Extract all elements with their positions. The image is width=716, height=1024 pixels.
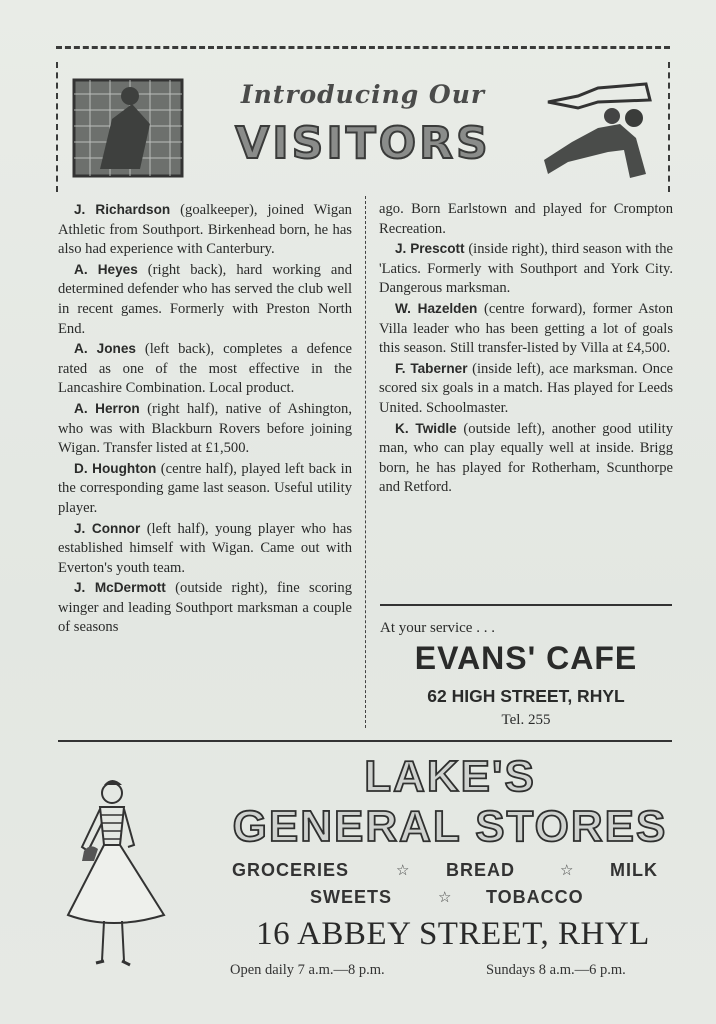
player-description: (centre half), played left back in the corresponding game last season. Useful utility player. [58, 460, 352, 516]
player-description: (centre forward), former Aston Villa leader who has been getting a lot of goals this season. Still transfer-listed by Villa at £4,500. [379, 300, 674, 357]
star-icon: ☆ [438, 888, 452, 906]
player-name: F. Taberner [395, 360, 468, 376]
header-dashed-border [56, 46, 670, 49]
store-ad-address: 16 ABBEY STREET, RHYL [256, 916, 650, 952]
player-entry-continuation: ago. Born Earlstown and played for Crompton Recreation. [379, 201, 673, 237]
player-description: (inside right), third season with the 'Latics. Formerly with Southport and York City. Dangerous marksman. [379, 241, 673, 297]
header-intro: Introducing Our [240, 80, 486, 109]
cafe-ad-name: EVANS' CAFE [414, 640, 638, 676]
player-description: (outside left), another good utility man, who can play equally well at inside. Brigg born, he has played for Rotherham, Scunthorpe and Retford. [379, 420, 674, 496]
player-entry [379, 239, 673, 299]
player-entry [58, 578, 352, 638]
player-entry [379, 419, 673, 498]
player-description: (outside right), fine scoring winger and leading Southport marksman a couple of seasons [58, 580, 352, 636]
cafe-ad-address: 62 HIGH STREET, RHYL [427, 686, 625, 706]
player-description: (inside left), ace marksman. Once scored six goals in a match. Has played for Leeds United. Schoolmaster. [379, 360, 673, 416]
player-name: J. Connor [74, 520, 141, 536]
woman-in-dress-illustration [60, 775, 170, 975]
players-left-column [58, 200, 352, 638]
player-name: J. McDermott [74, 580, 166, 596]
store-hours-daily: Open daily 7 a.m.—8 p.m. [230, 962, 385, 978]
goods-item: TOBACCO [486, 887, 584, 907]
player-name: A. Jones [74, 341, 136, 357]
player-entry [379, 299, 673, 359]
player-entry [58, 260, 352, 339]
star-icon: ☆ [396, 861, 410, 879]
cafe-ad-rule [380, 604, 672, 606]
player-entry [58, 519, 352, 579]
player-entry [379, 359, 673, 419]
player-name: A. Heyes [74, 261, 138, 277]
player-entry [58, 339, 352, 399]
star-icon: ☆ [560, 861, 574, 879]
cafe-ad-intro: At your service . . . [380, 620, 495, 636]
goods-item: MILK [610, 860, 658, 880]
goods-item: SWEETS [310, 887, 393, 907]
store-ad-subtitle: GENERAL STORES [232, 802, 668, 851]
section-rule [58, 740, 672, 742]
player-entry [58, 459, 352, 519]
page-title: VISITORS [235, 118, 491, 169]
goods-item: BREAD [446, 860, 516, 880]
player-name: K. Twidle [395, 420, 457, 436]
player-name: W. Hazelden [395, 300, 478, 316]
player-entry [58, 399, 352, 459]
player-entry [58, 200, 352, 260]
player-name: A. Herron [74, 400, 140, 416]
goods-item: GROCERIES [232, 860, 350, 880]
player-description: (left half), young player who has established himself with Wigan. Came out with Everton's youth team. [58, 520, 352, 576]
column-divider [365, 196, 366, 728]
cafe-ad-telephone: Tel. 255 [501, 712, 551, 728]
footballer-kick-illustration [538, 78, 656, 186]
store-ad-title: LAKE'S [364, 752, 536, 801]
store-hours-sunday: Sundays 8 a.m.—6 p.m. [486, 962, 626, 978]
players-right-column [379, 200, 673, 498]
player-description: (left back), completes a defence rated as one of the most effective in the Lancashire Combination. Local product. [58, 341, 352, 397]
player-description: (right half), native of Ashington, who was with Blackburn Rovers before joining Wigan. Transfer listed at £1,500. [58, 400, 352, 457]
player-name: J. Prescott [395, 241, 465, 257]
player-name: D. Houghton [74, 460, 157, 476]
player-description: (goalkeeper), joined Wigan Athletic from Southport. Birkenhead born, he has also had experience with Canterbury. [58, 202, 352, 258]
player-description: (right back), hard working and determined defender who has served the club well in recent games. Formerly with Preston North End. [58, 261, 352, 337]
player-name: J. Richardson [74, 202, 171, 217]
